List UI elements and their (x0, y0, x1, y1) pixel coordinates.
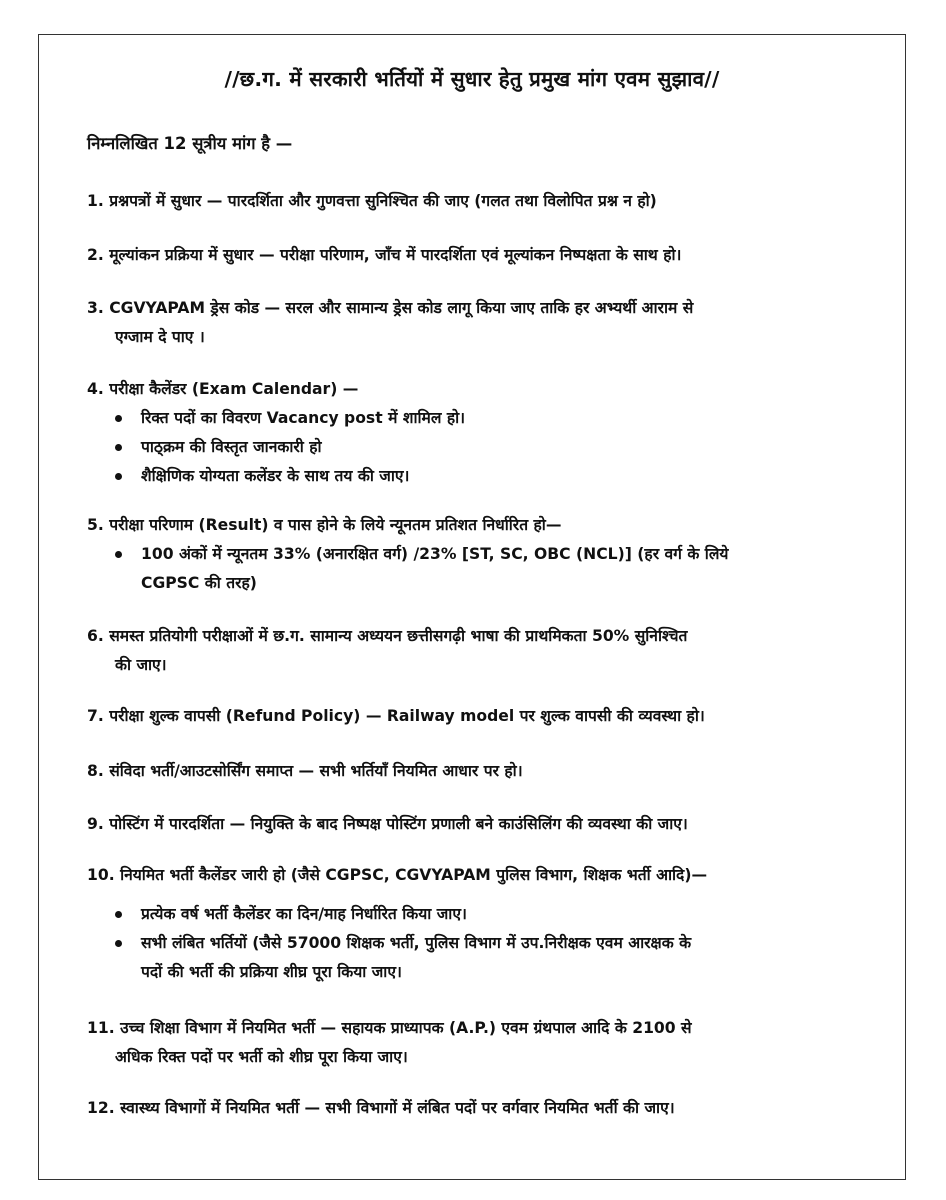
demand-item-4 (87, 375, 887, 491)
item-text: संविदा भर्ती/आउटसोर्सिंग समाप्त — सभी भर्तियाँ नियमित आधार पर हो। (109, 762, 523, 780)
item-text: स्वास्थ्य विभागों में नियमित भर्ती — सभी विभागों में लंबित पदों पर वर्गवार नियमित भर्ती की जाए। (120, 1099, 675, 1117)
document-title: //छ.ग. में सरकारी भर्तियों में सुधार हेतु प्रमुख मांग एवम सुझाव// (224, 67, 720, 91)
item-text: परीक्षा परिणाम (Result) व पास होने के लिये न्यूनतम प्रतिशत निर्धारित हो— (109, 516, 562, 534)
item-text-continued: अधिक रिक्त पदों पर भर्ती को शीघ्र पूरा किया जाए। (115, 1048, 408, 1066)
bullet-icon (115, 473, 122, 480)
item-number: 10. (87, 866, 115, 884)
document-page (38, 34, 906, 1180)
item-number: 11. (87, 1019, 115, 1037)
bullet-text-continued: पदों की भर्ती की प्रक्रिया शीघ्र पूरा किया जाए। (141, 963, 402, 981)
item-text-continued: की जाए। (115, 656, 167, 674)
bullet-icon (115, 415, 122, 422)
item-text: मूल्यांकन प्रक्रिया में सुधार — परीक्षा परिणाम, जाँच में पारदर्शिता एवं मूल्यांकन निष्पक्षता के साथ हो। (109, 246, 682, 264)
item-number: 4. (87, 380, 104, 398)
bullet-icon (115, 911, 122, 918)
item-text: परीक्षा शुल्क वापसी (Refund Policy) — Railway model पर शुल्क वापसी की व्यवस्था हो। (109, 707, 705, 725)
bullet-item: प्रत्येक वर्ष भर्ती कैलेंडर का दिन/माह निर्धारित किया जाए। (115, 900, 887, 929)
intro-line: निम्नलिखित 12 सूत्रीय मांग है — (87, 134, 293, 153)
item-number: 3. (87, 299, 104, 317)
bullet-item: शैक्षिणिक योग्यता कलेंडर के साथ तय की जाए। (115, 462, 887, 491)
bullet-text-continued: CGPSC की तरह) (141, 574, 257, 592)
item-text: समस्त प्रतियोगी परीक्षाओं में छ.ग. सामान्य अध्ययन छत्तीसगढ़ी भाषा की प्राथमिकता 50% सुनिश्चित (109, 627, 688, 645)
bullet-list (87, 540, 887, 598)
item-number: 12. (87, 1099, 115, 1117)
item-number: 7. (87, 707, 104, 725)
demand-item-1 (87, 187, 887, 216)
demand-item-9 (87, 810, 887, 839)
item-text: नियमित भर्ती कैलेंडर जारी हो (जैसे CGPSC, CGVYAPAM पुलिस विभाग, शिक्षक भर्ती आदि)— (120, 866, 708, 884)
item-number: 2. (87, 246, 104, 264)
demand-item-3 (87, 294, 887, 352)
item-text: उच्च शिक्षा विभाग में नियमित भर्ती — सहायक प्राध्यापक (A.P.) एवम ग्रंथपाल आदि के 2100 से (120, 1019, 692, 1037)
item-text: पोस्टिंग में पारदर्शिता — नियुक्ति के बाद निष्पक्ष पोस्टिंग प्रणाली बने काउंसिलिंग की व्यवस्था की जाए। (109, 815, 688, 833)
demand-item-6 (87, 622, 887, 680)
bullet-icon (115, 940, 122, 947)
demand-item-11 (87, 1014, 887, 1072)
demand-item-7 (87, 702, 887, 731)
item-text: प्रश्नपत्रों में सुधार — पारदर्शिता और गुणवत्ता सुनिश्चित की जाए (गलत तथा विलोपित प्रश्न न हो) (109, 192, 657, 210)
bullet-list (87, 404, 887, 491)
bullet-item: सभी लंबित भर्तियों (जैसे 57000 शिक्षक भर्ती, पुलिस विभाग में उप.निरीक्षक एवम आरक्षक के पदों की भर्ती की प्रक्रिया शीघ्र पूरा किया जाए। (115, 929, 887, 987)
bullet-icon (115, 444, 122, 451)
item-number: 9. (87, 815, 104, 833)
bullet-item: रिक्त पदों का विवरण Vacancy post में शामिल हो। (115, 404, 887, 433)
item-number: 1. (87, 192, 104, 210)
item-number: 8. (87, 762, 104, 780)
bullet-icon (115, 551, 122, 558)
item-text: CGVYAPAM ड्रेस कोड — सरल और सामान्य ड्रेस कोड लागू किया जाए ताकि हर अभ्यर्थी आराम से (109, 299, 694, 317)
item-text: परीक्षा कैलेंडर (Exam Calendar) — (109, 380, 359, 398)
item-number: 6. (87, 627, 104, 645)
demand-item-5 (87, 511, 887, 598)
item-number: 5. (87, 516, 104, 534)
demand-item-2 (87, 241, 887, 270)
bullet-list (87, 900, 887, 987)
demand-item-8 (87, 757, 887, 786)
bullet-item: 100 अंकों में न्यूनतम 33% (अनारक्षित वर्ग) /23% [ST, SC, OBC (NCL)] (हर वर्ग के लिये CGPSC की तरह) (115, 540, 887, 598)
bullet-item: पाठ्क्रम की विस्तृत जानकारी हो (115, 433, 887, 462)
item-text-continued: एग्जाम दे पाए । (115, 328, 205, 346)
demand-item-10 (87, 861, 887, 987)
demand-item-12 (87, 1094, 887, 1123)
